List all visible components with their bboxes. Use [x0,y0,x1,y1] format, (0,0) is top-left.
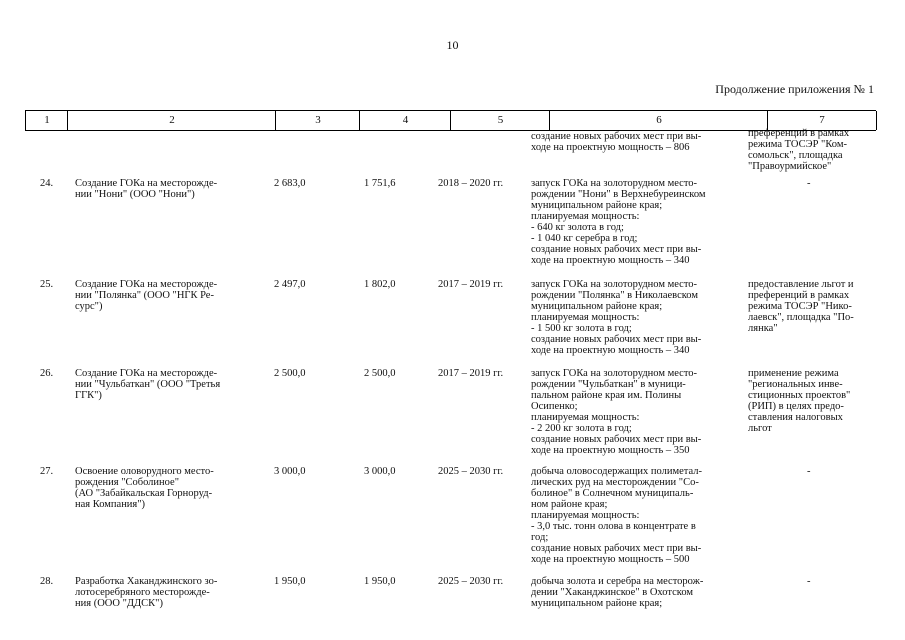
row-number: 26. [40,368,54,379]
description: запуск ГОКа на золоторудном место- рождении "Полянка" в Николаевском муниципальном районе края; планируемая мощность: - 1 500 кг золота в год; создание новых рабочих мест при вы- ходе на проектную мощность – 340 [531,279,702,356]
value-col-3: 1 950,0 [274,576,306,587]
continuation-col-7: преференций в рамках режима ТОСЭР "Ком- сомольск", площадка "Правоурмийское" [748,128,850,172]
value-col-4: 3 000,0 [364,466,396,477]
period: 2025 – 2030 гг. [438,466,504,477]
value-col-3: 2 683,0 [274,178,306,189]
measures: - [807,466,811,477]
header-col-7: 7 [767,111,877,130]
row-number: 24. [40,178,54,189]
row-number: 25. [40,279,54,290]
project-name: Разработка Хаканджинского зо- лотосеребряного месторожде- ния (ООО "ДДСК") [75,576,218,609]
description: добыча оловосодержащих полиметал- лических руд на месторождении "Со- болиное" в Солнечном муниципаль- ном районе края; планируемая мощность: - 3,0 тыс. тонн олова в концентрате в год; создание новых рабочих мест при вы- ходе на проектную мощность – 500 [531,466,703,565]
period: 2017 – 2019 гг. [438,368,504,379]
period: 2017 – 2019 гг. [438,279,504,290]
value-col-4: 2 500,0 [364,368,396,379]
value-col-4: 1 802,0 [364,279,396,290]
continuation-col-6: создание новых рабочих мест при вы- ходе на проектную мощность – 806 [531,131,702,153]
row-number: 27. [40,466,54,477]
header-col-1: 1 [25,111,68,130]
description: добыча золота и серебра на месторож- дении "Хаканджинское" в Охотском муниципальном районе края; [531,576,704,609]
measures: предоставление льгот и преференций в рамках режима ТОСЭР "Нико- лаевск", площадка "По- лянка" [748,279,854,334]
header-col-4: 4 [359,111,451,130]
project-name: Создание ГОКа на месторожде- нии "Нони" (ООО "Нони") [75,178,218,200]
header-col-5: 5 [450,111,550,130]
period: 2018 – 2020 гг. [438,178,504,189]
description: запуск ГОКа на золоторудном место- рождении "Чульбаткан" в муници- пальном районе края им. Полины Осипенко; планируемая мощность: - 2 200 кг золота в год; создание новых рабочих мест при вы- ходе на проектную мощность – 350 [531,368,702,456]
header-col-6: 6 [549,111,768,130]
description: запуск ГОКа на золоторудном место- рождении "Нони" в Верхнебуреинском муниципальном районе края; планируемая мощность: - 640 кг золота в год; - 1 040 кг серебра в год; создание новых рабочих мест при вы- ходе на проектную мощность – 340 [531,178,706,266]
project-name: Освоение оловорудного место- рождения "Соболиное" (АО "Забайкальская Горноруд- ная Компания") [75,466,214,510]
value-col-3: 2 500,0 [274,368,306,379]
value-col-4: 1 751,6 [364,178,396,189]
value-col-3: 3 000,0 [274,466,306,477]
header-col-2: 2 [67,111,276,130]
period: 2025 – 2030 гг. [438,576,504,587]
project-name: Создание ГОКа на месторожде- нии "Чульбаткан" (ООО "Третья ГГК") [75,368,221,401]
value-col-3: 2 497,0 [274,279,306,290]
appendix-caption: Продолжение приложения № 1 [715,82,874,96]
project-name: Создание ГОКа на месторожде- нии "Полянка" (ООО "НГК Ре- сурс") [75,279,218,312]
measures: применение режима "региональных инве- стиционных проектов" (РИП) в целях предо- ставления налоговых льгот [748,368,851,434]
measures: - [807,576,811,587]
header-col-3: 3 [275,111,360,130]
page-number: 10 [446,38,459,52]
measures: - [807,178,811,189]
row-number: 28. [40,576,54,587]
value-col-4: 1 950,0 [364,576,396,587]
